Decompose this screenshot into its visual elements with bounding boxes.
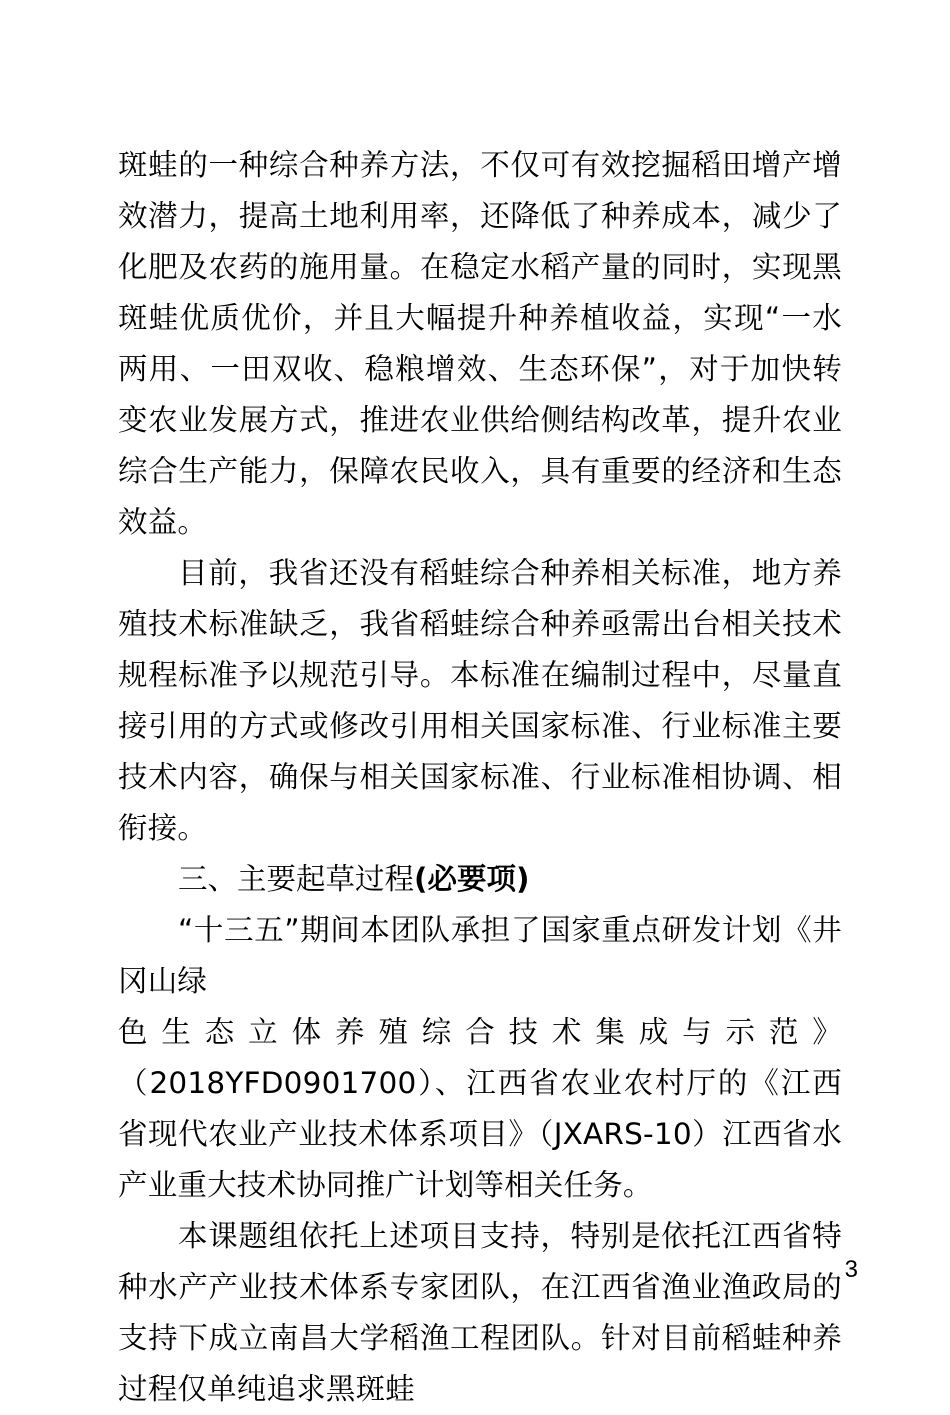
document-body — [118, 140, 842, 1415]
section-heading-bold: (必要项) — [414, 862, 530, 896]
section-heading — [118, 854, 842, 905]
paragraph-4: 本课题组依托上述项目支持，特别是依托江西省特种水产产业技术体系专家团队，在江西省渔业渔政局的支持下成立南昌大学稻渔工程团队。针对目前稻蛙种养过程仅单纯追求黑斑蛙 — [118, 1219, 842, 1406]
paragraph-3-line1: “十三五”期间本团队承担了国家重点研发计划《井冈山绿 — [118, 913, 842, 998]
paragraph-1: 斑蛙的一种综合种养方法，不仅可有效挖掘稻田增产增效潜力，提高土地利用率，还降低了种养成本，减少了化肥及农药的施用量。在稳定水稻产量的同时，实现黑斑蛙优质优价，并且大幅提升种养植收益，实现“一水两用、一田双收、稳粮增效、生态环保”，对于加快转变农业发展方式，推进农业供给侧结构改革，提升农业综合生产能力，保障农民收入，具有重要的经济和生态效益。 — [118, 148, 842, 539]
section-heading-prefix: 三、主要起草过程 — [178, 862, 415, 896]
paragraph-3-rest: （2018YFD0901700）、江西省农业农村厅的《江西省现代农业产业技术体系项目》（JXARS-10）江西省水产业重大技术协同推广计划等相关任务。 — [118, 1066, 842, 1202]
paragraph-3-line2: 色生态立体养殖综合技术集成与示范》 — [118, 1015, 842, 1049]
page-number: 3 — [844, 1256, 858, 1283]
paragraph-2: 目前，我省还没有稻蛙综合种养相关标准，地方养殖技术标准缺乏，我省稻蛙综合种养亟需出台相关技术规程标准予以规范引导。本标准在编制过程中，尽量直接引用的方式或修改引用相关国家标准、行业标准主要技术内容，确保与相关国家标准、行业标准相协调、相衔接。 — [118, 556, 842, 845]
